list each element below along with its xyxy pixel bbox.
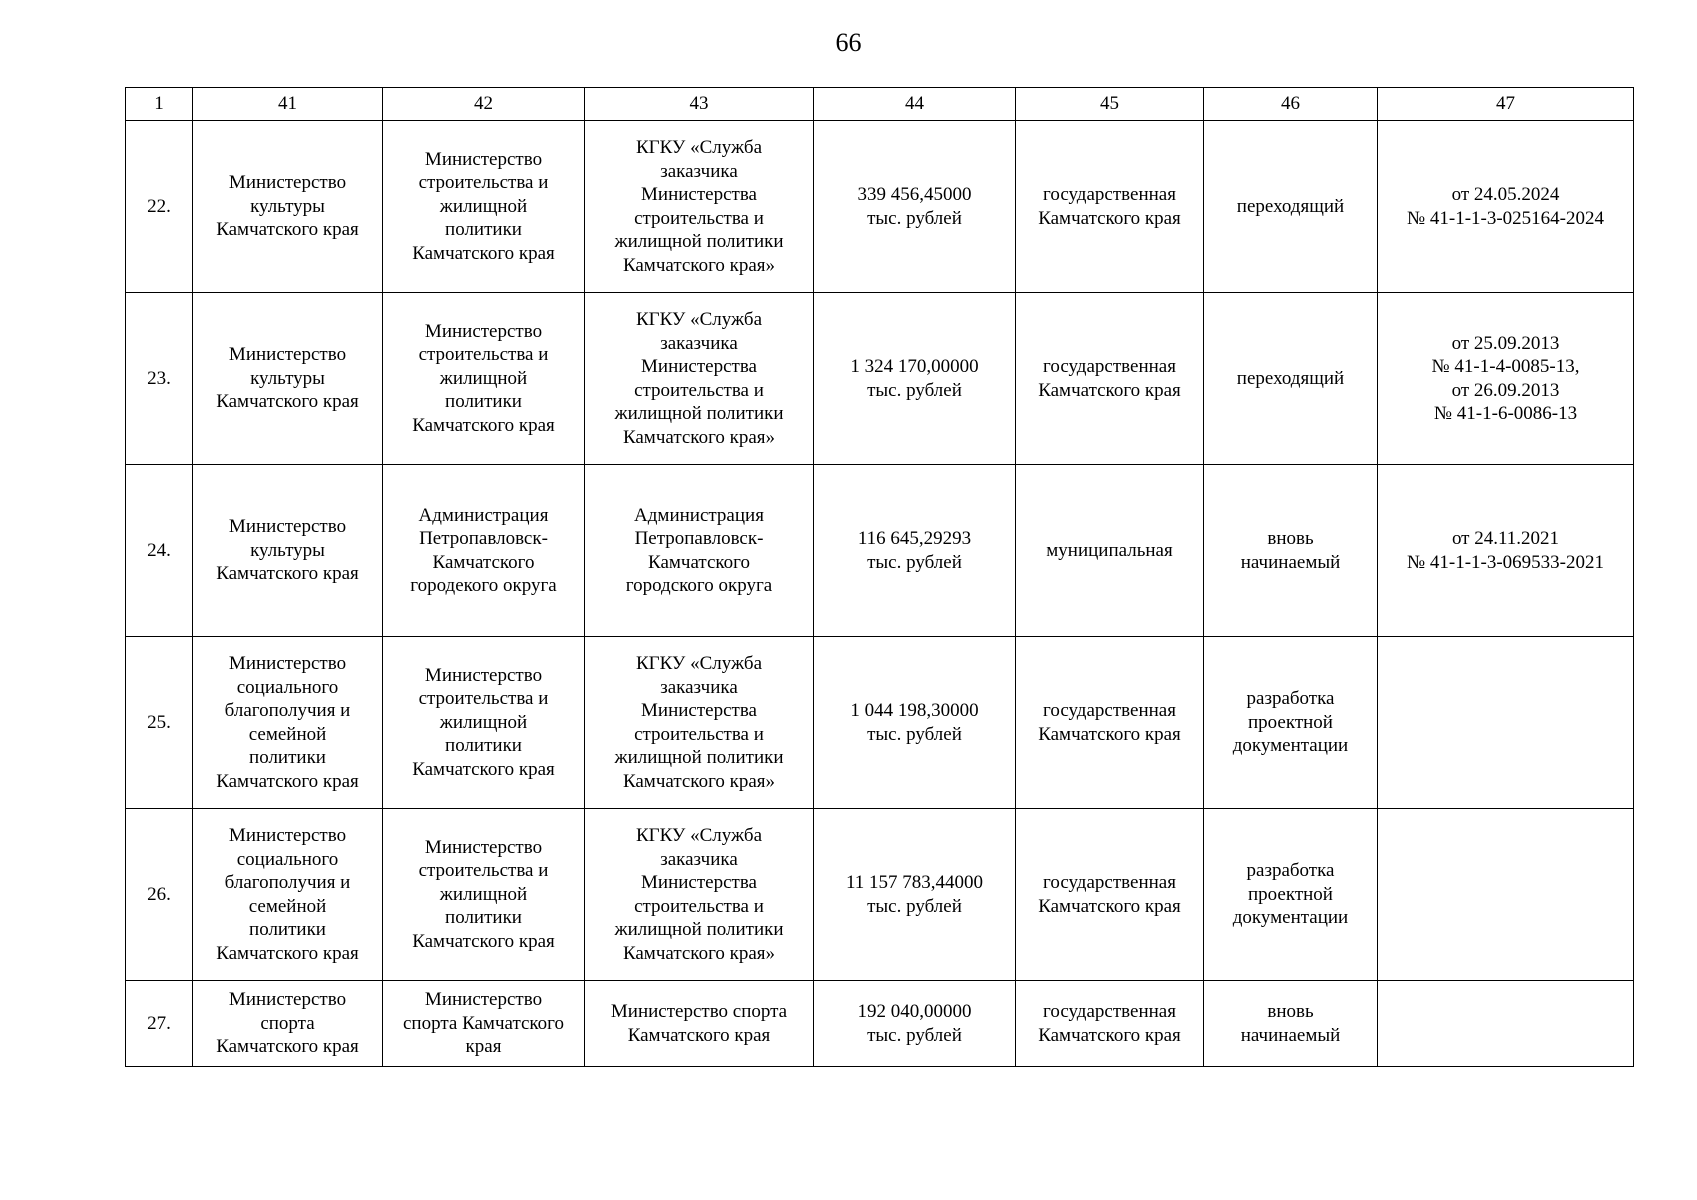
cell-col-47 <box>1378 981 1634 1067</box>
page-number: 66 <box>835 28 862 57</box>
row-number: 26. <box>126 809 193 981</box>
cell-col-42: Министерство спорта Камчатского края <box>383 981 585 1067</box>
cell-col-47: от 25.09.2013 № 41-1-4-0085-13, от 26.09.2013 № 41-1-6-0086-13 <box>1378 293 1634 465</box>
cell-col-44: 11 157 783,44000 тыс. рублей <box>814 809 1016 981</box>
row-number: 23. <box>126 293 193 465</box>
cell-col-45: государственная Камчатского края <box>1016 809 1204 981</box>
cell-col-41: Министерство культуры Камчатского края <box>193 293 383 465</box>
cell-col-41: Министерство культуры Камчатского края <box>193 121 383 293</box>
cell-col-45: государственная Камчатского края <box>1016 121 1204 293</box>
cell-col-44: 116 645,29293 тыс. рублей <box>814 465 1016 637</box>
header-cell-43: 43 <box>585 88 814 121</box>
cell-col-44: 1 324 170,00000 тыс. рублей <box>814 293 1016 465</box>
cell-col-41: Министерство социального благополучия и семейной политики Камчатского края <box>193 637 383 809</box>
data-table <box>125 87 1634 1067</box>
cell-col-43: Министерство спорта Камчатского края <box>585 981 814 1067</box>
cell-col-45: государственная Камчатского края <box>1016 293 1204 465</box>
cell-col-47: от 24.05.2024 № 41-1-1-3-025164-2024 <box>1378 121 1634 293</box>
cell-col-43: Администрация Петропавловск- Камчатского городского округа <box>585 465 814 637</box>
cell-col-45: муниципальная <box>1016 465 1204 637</box>
cell-col-46: переходящий <box>1204 293 1378 465</box>
cell-col-45: государственная Камчатского края <box>1016 981 1204 1067</box>
row-number: 25. <box>126 637 193 809</box>
header-cell-45: 45 <box>1016 88 1204 121</box>
cell-col-46: разработка проектной документации <box>1204 809 1378 981</box>
cell-col-42: Министерство строительства и жилищной политики Камчатского края <box>383 293 585 465</box>
header-cell-46: 46 <box>1204 88 1378 121</box>
cell-col-41: Министерство культуры Камчатского края <box>193 465 383 637</box>
table-row <box>126 293 1634 465</box>
header-cell-44: 44 <box>814 88 1016 121</box>
table-row <box>126 637 1634 809</box>
table-row <box>126 981 1634 1067</box>
cell-col-44: 192 040,00000 тыс. рублей <box>814 981 1016 1067</box>
cell-col-43: КГКУ «Служба заказчика Министерства строительства и жилищной политики Камчатского края» <box>585 637 814 809</box>
cell-col-46: вновь начинаемый <box>1204 981 1378 1067</box>
cell-col-45: государственная Камчатского края <box>1016 637 1204 809</box>
row-number: 24. <box>126 465 193 637</box>
header-cell-42: 42 <box>383 88 585 121</box>
header-cell-1: 1 <box>126 88 193 121</box>
header-cell-41: 41 <box>193 88 383 121</box>
cell-col-42: Министерство строительства и жилищной политики Камчатского края <box>383 121 585 293</box>
cell-col-46: разработка проектной документации <box>1204 637 1378 809</box>
cell-col-43: КГКУ «Служба заказчика Министерства строительства и жилищной политики Камчатского края» <box>585 293 814 465</box>
cell-col-47 <box>1378 637 1634 809</box>
header-row <box>126 88 1634 121</box>
cell-col-46: вновь начинаемый <box>1204 465 1378 637</box>
cell-col-41: Министерство социального благополучия и семейной политики Камчатского края <box>193 809 383 981</box>
cell-col-46: переходящий <box>1204 121 1378 293</box>
row-number: 22. <box>126 121 193 293</box>
cell-col-42: Администрация Петропавловск- Камчатского городекого округа <box>383 465 585 637</box>
cell-col-47: от 24.11.2021 № 41-1-1-3-069533-2021 <box>1378 465 1634 637</box>
cell-col-41: Министерство спорта Камчатского края <box>193 981 383 1067</box>
table-row <box>126 809 1634 981</box>
cell-col-42: Министерство строительства и жилищной политики Камчатского края <box>383 637 585 809</box>
cell-col-43: КГКУ «Служба заказчика Министерства строительства и жилищной политики Камчатского края» <box>585 809 814 981</box>
cell-col-44: 339 456,45000 тыс. рублей <box>814 121 1016 293</box>
cell-col-47 <box>1378 809 1634 981</box>
header-cell-47: 47 <box>1378 88 1634 121</box>
cell-col-42: Министерство строительства и жилищной политики Камчатского края <box>383 809 585 981</box>
table-row <box>126 121 1634 293</box>
row-number: 27. <box>126 981 193 1067</box>
table-row <box>126 465 1634 637</box>
cell-col-44: 1 044 198,30000 тыс. рублей <box>814 637 1016 809</box>
cell-col-43: КГКУ «Служба заказчика Министерства строительства и жилищной политики Камчатского края» <box>585 121 814 293</box>
